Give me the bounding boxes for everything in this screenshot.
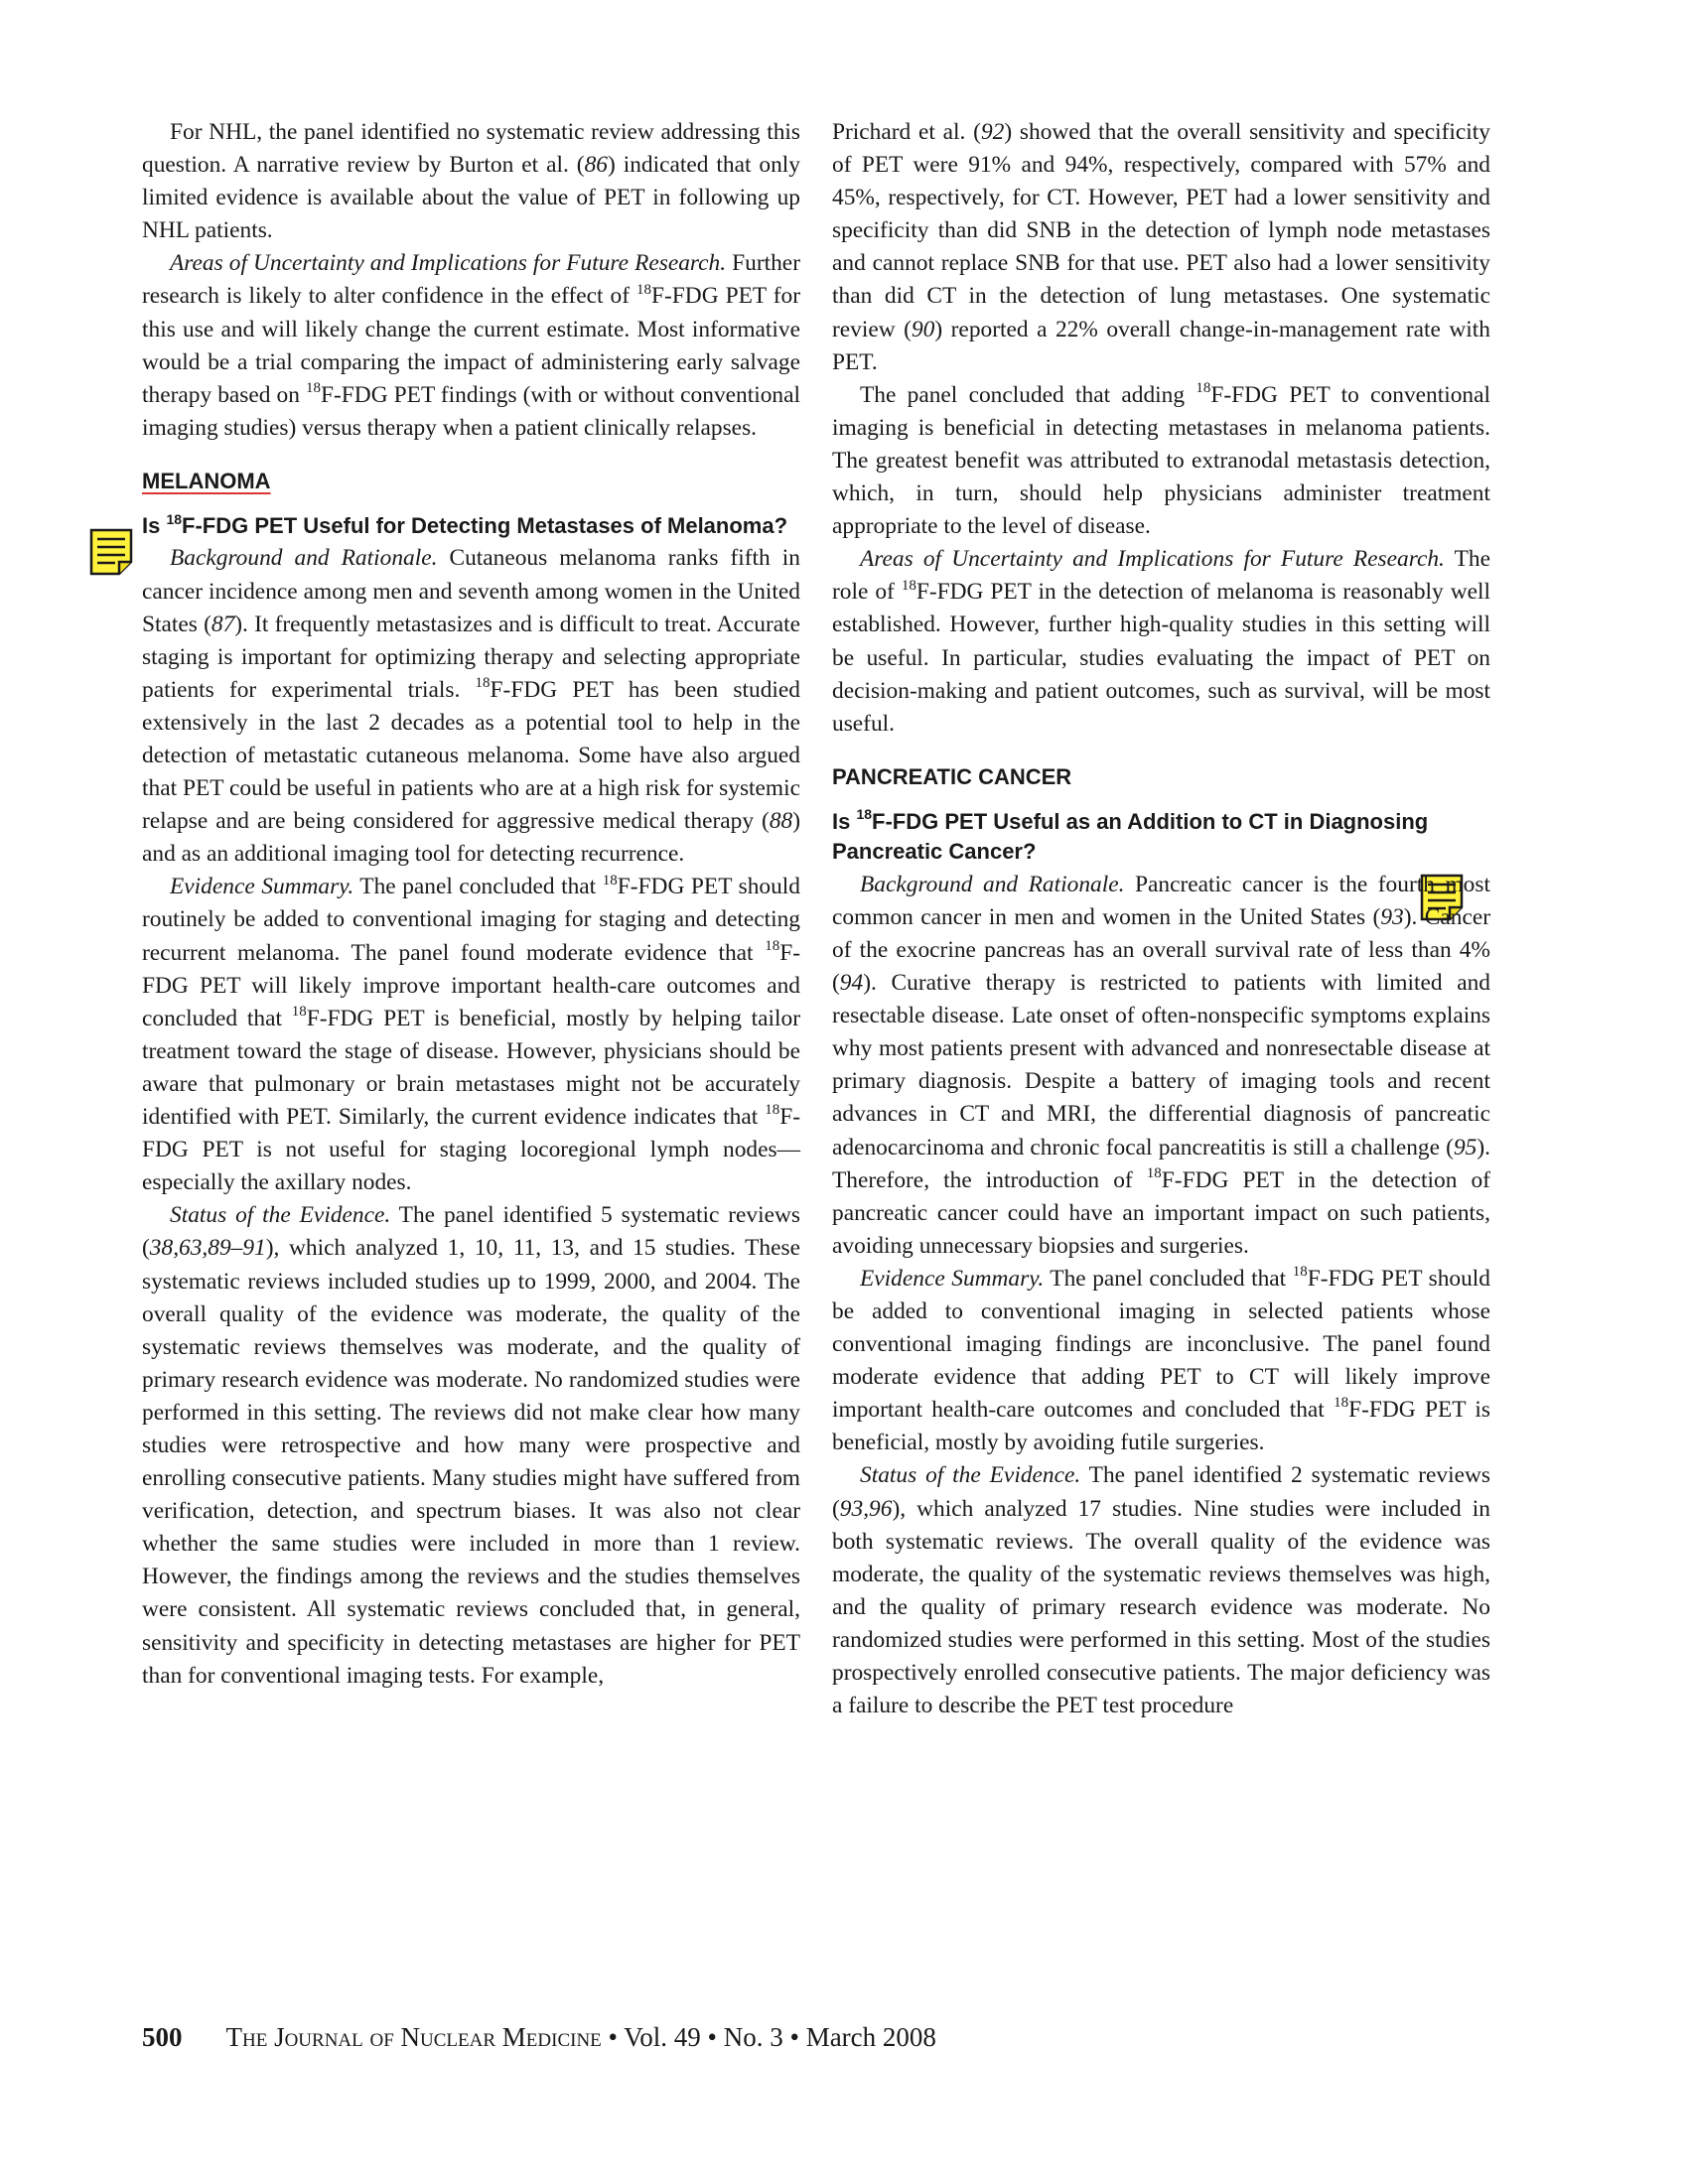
paragraph: Evidence Summary. The panel concluded that $^{18}$F-FDG PET should be added to conventional imaging in selected patients whose conventional imaging findings are inconclusive. The panel found moderate evidence that adding PET to CT will likely improve important health-care outcomes and concluded that $^{18}$F-FDG PET is beneficial, mostly by avoiding futile surgeries.	[832, 1264, 1490, 1456]
paragraph: Status of the Evidence. The panel identified 5 systematic reviews (38,63,89–91), which analyzed 1, 10, 11, 13, and 15 studies. These systematic reviews included studies up to 1999, 2000, and 2004. The overall quality of the evidence was moderate, the quality of the systematic reviews themselves was moderate, and the quality of primary research evidence was moderate. No randomized studies were performed in this setting. The reviews did not make clear how many studies were retrospective and how many were prospective and enrolling consecutive patients. Many studies might have suffered from verification, detection, and spectrum biases. It was also not clear whether the same studies were included in more than 1 review. However, the findings among the reviews and the studies themselves were consistent. All systematic reviews concluded that, in general, sensitivity and specificity in detecting metastases are higher for PET than for conventional imaging tests. For example,	[142, 1202, 800, 1689]
page-number: 500	[142, 2022, 183, 2052]
issue: No. 3	[723, 2022, 783, 2052]
page-footer: 500 The Journal of Nuclear Medicine • Vol. 49 • No. 3 • March 2008	[142, 2022, 936, 2052]
section-heading: PANCREATIC CANCER	[832, 763, 1072, 789]
right-column	[832, 116, 1490, 1722]
journal-name: The Journal of Nuclear Medicine	[225, 2022, 602, 2052]
paragraph: Areas of Uncertainty and Implications for Future Research. The role of $^{18}$F-FDG PET in the detection of melanoma is reasonably well established. However, further high-quality studies in this setting will be useful. In particular, studies evaluating the impact of PET on decision-making and patient outcomes, such as survival, will be most useful.	[832, 546, 1490, 737]
paragraph: Prichard et al. (92) showed that the overall sensitivity and specificity of PET were 91% and 94%, respectively, compared with 57% and 45%, respectively, for CT. However, PET had a lower sensitivity and specificity than did SNB in the detection of lymph node metastases and cannot replace SNB for that use. PET also had a lower sensitivity than did CT in the detection of lung metastases. One systematic review (90) reported a 22% overall change-in-management rate with PET.	[832, 119, 1490, 375]
run-in-heading: Background and Rationale.	[860, 871, 1125, 897]
paragraph: The panel concluded that adding $^{18}$F-FDG PET to conventional imaging is beneficial in detecting metastases in melanoma patients. The greatest benefit was attributed to extranodal metastasis detection, which, in turn, should help physicians administer treatment appropriate to the level of disease.	[832, 379, 1490, 540]
run-in-heading: Evidence Summary.	[170, 874, 354, 900]
run-in-heading: Status of the Evidence.	[170, 1202, 391, 1229]
sticky-note-icon[interactable]	[89, 528, 133, 576]
paragraph: Status of the Evidence. The panel identified 2 systematic reviews (93,96), which analyzed 17 studies. Nine studies were included in both systematic reviews. The overall quality of the evidence was moderate, the quality of the systematic reviews themselves was high, and the quality of primary research evidence was moderate. No randomized studies were performed in this setting. Most of the studies prospectively enrolled consecutive patients. The major deficiency was a failure to describe the PET test procedure	[832, 1462, 1490, 1719]
run-in-heading: Background and Rationale.	[170, 545, 438, 572]
question-heading: Is $^{18}$F-FDG PET Useful for Detecting Metastases of Melanoma?	[142, 510, 788, 538]
paragraph: Background and Rationale. Cutaneous melanoma ranks fifth in cancer incidence among men and seventh among women in the United States (87). It frequently metastasizes and is difficult to treat. Accurate staging is important for optimizing therapy and selecting appropriate patients for experimental trials. $^{18}$F-FDG PET has been studied extensively in the last 2 decades as a potential tool to help in the detection of metastatic cutaneous melanoma. Some have also argued that PET could be useful in patients who are at a high risk for systemic relapse and are being considered for aggressive medical therapy (88) and as an additional imaging tool for detecting recurrence.	[142, 545, 800, 868]
run-in-heading: Areas of Uncertainty and Implications for Future Research.	[860, 546, 1445, 573]
run-in-heading: Evidence Summary.	[860, 1265, 1045, 1292]
question-heading: Is $^{18}$F-FDG PET Useful as an Addition to CT in Diagnosing Pancreatic Cancer?	[832, 806, 1429, 865]
left-column	[142, 116, 800, 1693]
paragraph: Evidence Summary. The panel concluded that $^{18}$F-FDG PET should routinely be added to conventional imaging for staging and detecting recurrent melanoma. The panel found moderate evidence that $^{18}$F-FDG PET will likely improve important health-care outcomes and concluded that $^{18}$F-FDG PET is beneficial, mostly by helping tailor treatment toward the stage of disease. However, physicians should be aware that pulmonary or brain metastases might not be accurately identified with PET. Similarly, the current evidence indicates that $^{18}$F-FDG PET is not useful for staging locoregional lymph nodes—especially the axillary nodes.	[142, 872, 800, 1196]
paragraph: Background and Rationale. Pancreatic cancer is the fourth most common cancer in men and women in the United States (93). Cancer of the exocrine pancreas has an overall survival rate of less than 4% (94). Curative therapy is restricted to patients with limited and resectable disease. Late onset of often-nonspecific symptoms explains why most patients present with advanced and nonresectable disease at primary diagnosis. Despite a battery of imaging tools and recent advances in CT and MRI, the differential diagnosis of pancreatic adenocarcinoma and chronic focal pancreatitis is still a challenge (95). Therefore, the introduction of $^{18}$F-FDG PET in the detection of pancreatic cancer could have an important impact on such patients, avoiding unnecessary biopsies and surgeries.	[832, 871, 1490, 1259]
run-in-heading: Status of the Evidence.	[860, 1462, 1081, 1489]
date: March 2008	[805, 2022, 936, 2052]
paragraph: Areas of Uncertainty and Implications for Future Research. Further research is likely to alter confidence in the effect of $^{18}$F-FDG PET for this use and will likely change the current estimate. Most informative would be a trial comparing the impact of administering early salvage therapy based on $^{18}$F-FDG PET findings (with or without conventional imaging studies) versus therapy when a patient clinically relapses.	[142, 250, 800, 441]
paragraph: For NHL, the panel identified no systematic review addressing this question. A narrative review by Burton et al. (86) indicated that only limited evidence is available about the value of PET in following up NHL patients.	[142, 119, 800, 244]
run-in-heading: Areas of Uncertainty and Implications for Future Research.	[170, 250, 727, 277]
section-heading: MELANOMA	[142, 468, 271, 493]
volume: Vol. 49	[624, 2022, 701, 2052]
